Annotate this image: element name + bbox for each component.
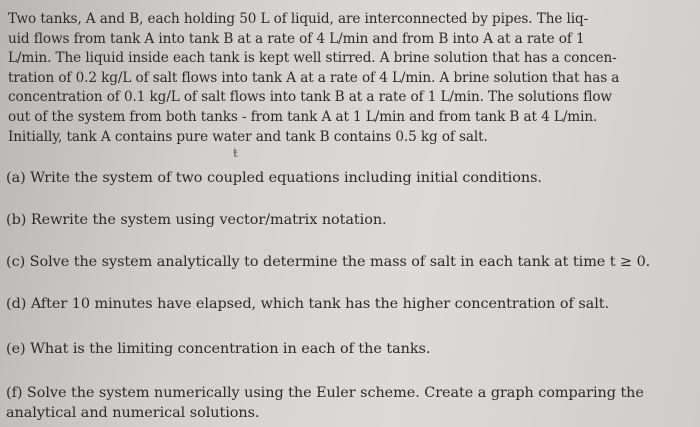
question-f: (f) Solve the system numerically using the Euler scheme. Create a graph comparing the analytical and numerical solutions.	[6, 385, 644, 421]
question-c: (c) Solve the system analytically to determine the mass of salt in each tank at time t ≥ 0.	[6, 254, 651, 270]
question-b: (b) Rewrite the system using vector/matrix notation.	[6, 212, 387, 228]
intro-line: uid flows from tank A into tank B at a rate of 4 L/min and from B into A at a rate of 1	[8, 30, 585, 47]
intro-line: tration of 0.2 kg/L of salt flows into tank A at a rate of 4 L/min. A brine solution that has a	[8, 69, 620, 86]
intro-line: concentration of 0.1 kg/L of salt flows into tank B at a rate of 1 L/min. The solutions flow	[8, 89, 612, 106]
stray-pen-mark: ŧ	[233, 146, 238, 160]
question-e: (e) What is the limiting concentration in each of the tanks.	[6, 341, 431, 357]
intro-line: Two tanks, A and B, each holding 50 L of liquid, are interconnected by pipes. The liq-	[8, 11, 589, 27]
intro-line: out of the system from both tanks - from tank A at 1 L/min and from tank B at 4 L/min.	[8, 108, 598, 125]
intro-line: L/min. The liquid inside each tank is kept well stirred. A brine solution that has a concen-	[8, 50, 617, 67]
question-a: (a) Write the system of two coupled equations including initial conditions.	[6, 170, 542, 186]
intro-line: Initially, tank A contains pure water and tank B contains 0.5 kg of salt.	[8, 128, 488, 145]
problem-statement	[8, 10, 694, 147]
question-d: (d) After 10 minutes have elapsed, which tank has the higher concentration of salt.	[6, 296, 609, 312]
